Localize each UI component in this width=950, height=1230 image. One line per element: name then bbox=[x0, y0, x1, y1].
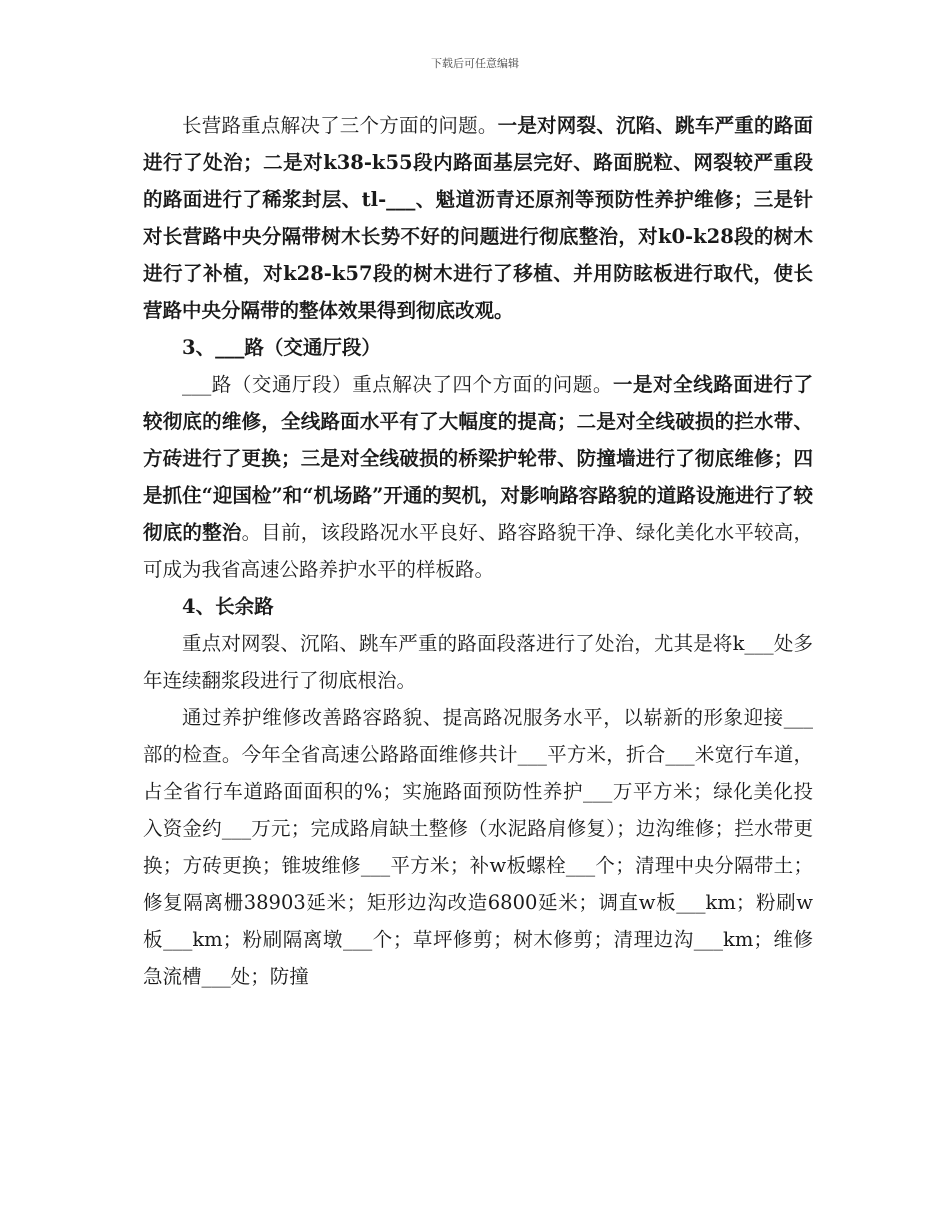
paragraph-maintenance-summary: 通过养护维修改善路容路貌、提高路况服务水平，以崭新的形象迎接___部的检查。今年全省高速公路路面维修共计___平方米，折合___米宽行车道，占全省行车道路面面积的%；实施路面预防性养护___万平方米；绿化美化投入资金约___万元；完成路肩缺土整修（水泥路肩修复）；边沟维修；拦水带更换；方砖更换；锥坡维修___平方米；补w板螺栓___个；清理中央分隔带土；修复隔离栅38903延米；矩形边沟改造6800延米；调直w板___km；粉刷w板___km；粉刷隔离墩___个；草坪修剪；树木修剪；清理边沟___km；维修急流槽___处；防撞 bbox=[143, 706, 813, 988]
page-header: 下载后可任意编辑 bbox=[431, 57, 519, 70]
paragraph-text: 长营路重点解决了三个方面的问题。 bbox=[182, 114, 498, 137]
section-heading-4: 4、长余路 bbox=[182, 595, 274, 618]
section-heading-3: 3、___路（交通厅段） bbox=[182, 336, 381, 359]
paragraph-text: ___路（交通厅段）重点解决了四个方面的问题。 bbox=[182, 373, 613, 396]
paragraph-changying-road bbox=[143, 107, 813, 329]
document-body bbox=[143, 107, 813, 995]
paragraph-bold-text: 一是对全线路面进行了较彻底的维修，全线路面水平有了大幅度的提高；二是对全线破损的拦水带、方砖进行了更换；三是对全线破损的桥梁护轮带、防撞墙进行了彻底维修；四是抓住“迎国检”和“机场路”开通的契机，对影响路容路貌的道路设施进行了较彻底的整治 bbox=[143, 373, 813, 544]
paragraph-jiaotongting-road bbox=[143, 366, 813, 588]
paragraph-bold-text: 一是对网裂、沉陷、跳车严重的路面进行了处治；二是对k38-k55段内路面基层完好、路面脱粒、网裂较严重段的路面进行了稀浆封层、tl-___、魁道沥青还原剂等预防性养护维修；三是针对长营路中央分隔带树木长势不好的问题进行彻底整治，对k0-k28段的树木进行了补植，对k28-k57段的树木进行了移植、并用防眩板进行取代，使长营路中央分隔带的整体效果得到彻底改观。 bbox=[143, 114, 813, 322]
paragraph-tail-text: 。目前，该段路况水平良好、路容路貌干净、绿化美化水平较高，可成为我省高速公路养护水平的样板路。 bbox=[143, 521, 813, 581]
paragraph-changyu-road: 重点对网裂、沉陷、跳车严重的路面段落进行了处治，尤其是将k___处多年连续翻浆段进行了彻底根治。 bbox=[143, 632, 813, 692]
